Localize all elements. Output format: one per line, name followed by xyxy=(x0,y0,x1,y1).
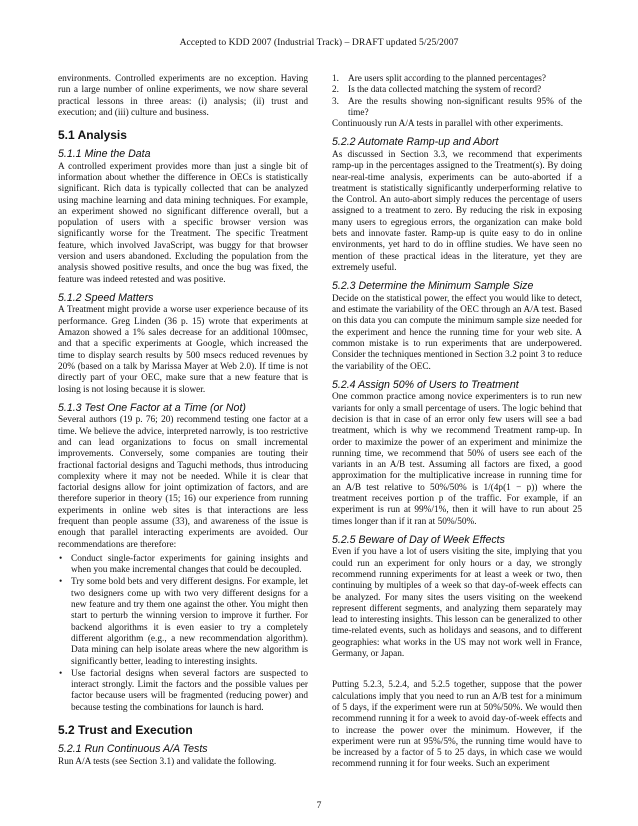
aa-checks-list xyxy=(332,74,582,119)
page-number: 7 xyxy=(316,800,322,811)
bullet-icon: • xyxy=(59,577,63,588)
list-number: 1. xyxy=(332,74,339,84)
subsection-heading-one-factor: 5.1.3 Test One Factor at a Time (or Not) xyxy=(58,401,246,414)
list-item xyxy=(58,577,308,667)
paragraph-speed-matters: A Treatment might provide a worse user experience because of its performance. Greg Linden (36 p. 15) wrote that experiments at Amazon showed a 1% sales decrease for an additional 100msec, and that a specific experiments at Google, which increased the time to display search results by 500 msecs reduced revenues by 20% (based on a talk by Marissa Mayer at Web 2.0). If time is not directly part of your OEC, make sure that a new feature that is losing is not losing because it is slower. xyxy=(58,305,308,395)
list-item-text: Conduct single-factor experiments for gaining insights and when you make incremental changes that could be decoupled. xyxy=(71,553,308,576)
list-number: 2. xyxy=(332,85,339,96)
list-item xyxy=(58,554,308,577)
paragraph-putting-together: Putting 5.2.3, 5.2.4, and 5.2.5 together, suppose that the power calculations imply that you need to run an A/B test for a minimum of 5 days, if the experiment were run at 50%/50%. We would then recommend running it for a week to avoid day-of-week effects and to increase the power over the minimum. However, if the experiment were run at 95%/5%, the running time would have to be increased by a factor of 5 to 25 days, in which case we would recommend running it for four weeks. Such an experiment xyxy=(332,680,582,770)
paragraph-continuous-aa: Continuously run A/A tests in parallel with other experiments. xyxy=(332,119,564,130)
list-item-text: Are the results showing non-significant results 95% of the time? xyxy=(348,96,582,118)
section-heading-analysis: 5.1 Analysis xyxy=(58,128,127,143)
right-column xyxy=(332,74,582,771)
subsection-heading-mine-data: 5.1.1 Mine the Data xyxy=(58,148,151,161)
recommendations-list xyxy=(58,554,308,714)
list-item-text: Is the data collected matching the system of record? xyxy=(348,85,542,96)
bullet-icon: • xyxy=(59,553,63,564)
subsection-heading-sample-size: 5.2.3 Determine the Minimum Sample Size xyxy=(332,280,534,293)
list-item xyxy=(332,97,582,120)
paragraph-day-of-week: Even if you have a lot of users visiting the site, implying that you could run an experiment for only hours or a day, we strongly recommend running experiments for at least a week or two, then continuing by multiples of a week so that day-of-week effects can be analyzed. For many sites the users visiting on the weekend represent different segments, and analyzing them separately may lead to interesting insights. This lesson can be generalized to other time-related events, such as holidays and seasons, and to different geographies: what works in the US may not work well in France, Germany, or Japan. xyxy=(332,547,582,660)
paragraph-assign-50: One common practice among novice experimenters is to run new variants for only a small percentage of users. The logic behind that decision is that in case of an error only few users will see a bad treatment, which is why we recommend Treatment ramp-up. In order to maximize the power of an experiment and minimize the running time, we recommend that 50% of users see each of the variants in an A/B test. Assuming all factors are fixed, a good approximation for the multiplicative increase in running time for an A/B test relative to 50%/50% is 1/(4p(1 − p)) where the treatment receives portion p of the traffic. For example, if an experiment is run at 99%/1%, then it will have to run about 25 times longer than if it ran at 50%/50%. xyxy=(332,392,582,527)
list-item xyxy=(332,74,582,85)
paragraph-ramp-up: As discussed in Section 3.3, we recommend that experiments ramp-up in the percentages assigned to the Treatment(s). By doing near-real-time analysis, experiments can be auto-aborted if a treatment is statistically significantly underperforming relative to the Control. An auto-abort simply reduces the percentage of users assigned to a treatment to zero. By reducing the risk in exposing many users to egregious errors, the organization can make bold bets and innovate faster. Ramp-up is quite easy to do in online environments, yet hard to do in offline studies. We have seen no mention of these practical ideas in the literature, yet they are extremely useful. xyxy=(332,149,582,273)
paragraph-spacer xyxy=(332,660,582,680)
intro-paragraph: environments. Controlled experiments are no exception. Having run a large number of online experiments, we now share several practical lessons in three areas: (i) analysis; (ii) trust and execution; and (iii) culture and business. xyxy=(58,74,308,118)
list-item xyxy=(58,669,308,714)
paragraph-mine-data: A controlled experiment provides more than just a single bit of information about whether the difference in OECs is statistically significant. Rich data is typically collected that can be analyzed using machine learning and data mining techniques. For example, an experiment showed no significant difference overall, but a population of users with a specific browser version was significantly worse for the Treatment. The specific Treatment feature, which involved JavaScript, was buggy for that browser version and users abandoned. Excluding the population from the analysis showed positive results, and once the bug was fixed, the feature was indeed retested and was positive. xyxy=(58,161,308,285)
bullet-icon: • xyxy=(59,668,63,679)
section-heading-trust-execution: 5.2 Trust and Execution xyxy=(58,723,193,738)
left-column xyxy=(58,74,308,768)
list-item-text: Use factorial designs when several factors are suspected to interact strongly. Limit the factors and the possible values per factor because users will be fragmented (reducing power) and because testing the combinations for launch is hard. xyxy=(71,668,308,713)
list-item xyxy=(332,85,582,96)
subsection-heading-aa-tests: 5.2.1 Run Continuous A/A Tests xyxy=(58,743,208,756)
subsection-heading-day-of-week: 5.2.5 Beware of Day of Week Effects xyxy=(332,533,505,546)
paragraph-aa-tests: Run A/A tests (see Section 3.1) and validate the following. xyxy=(58,756,277,767)
running-header: Accepted to KDD 2007 (Industrial Track) – DRAFT updated 5/25/2007 xyxy=(179,37,459,48)
subsection-heading-speed-matters: 5.1.2 Speed Matters xyxy=(58,291,154,304)
subsection-heading-assign-50: 5.2.4 Assign 50% of Users to Treatment xyxy=(332,378,519,391)
list-item-text: Try some bold bets and very different designs. For example, let two designers come up with two very different designs for a new feature and try them one against the other. You might then start to perturb the winning version to improve it further. For backend algorithms it is even easier to try a completely different algorithm (e.g., a new recommendation algorithm). Data mining can help isolate areas where the new algorithm is significantly better, leading to interesting insights. xyxy=(71,577,308,667)
list-number: 3. xyxy=(332,96,339,107)
subsection-heading-ramp-up: 5.2.2 Automate Ramp-up and Abort xyxy=(332,136,499,149)
paragraph-sample-size: Decide on the statistical power, the effect you would like to detect, and estimate the variability of the OEC through an A/A test. Based on this data you can compute the minimum sample size needed for the experiment and hence the running time for your web site. A common mistake is to run experiments that are underpowered. Consider the techniques mentioned in Section 3.2 point 3 to reduce the variability of the OEC. xyxy=(332,293,582,372)
list-item-text: Are users split according to the planned percentages? xyxy=(348,74,546,84)
paragraph-one-factor: Several authors (19 p. 76; 20) recommend testing one factor at a time. We believe the advice, interpreted narrowly, is too restrictive and can lead organizations to focus on small incremental improvements. Conversely, some companies are touting their fractional factorial designs and Taguchi methods, thus introducing complexity where it may not be needed. While it is clear that factorial designs allow for joint optimization of factors, and are therefore superior in theory (15; 16) our experience from running experiments in online web sites is that interactions are less frequent than people assume (33), and awareness of the issue is enough that parallel interacting experiments are avoided. Our recommendations are therefore: xyxy=(58,415,308,550)
